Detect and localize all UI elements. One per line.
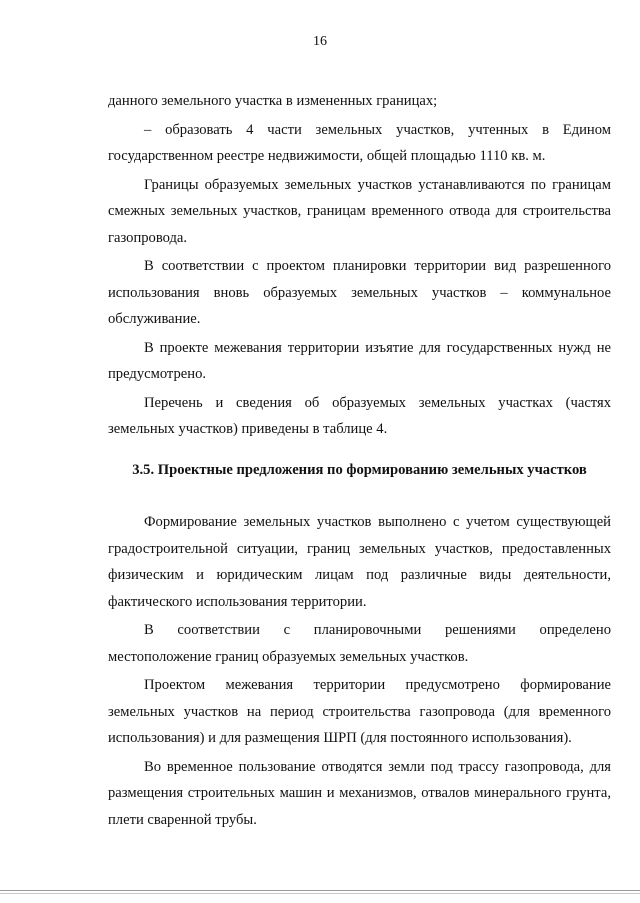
paragraph: В соответствии с планировочными решениями определено местоположение границ образуемых земельных участков. xyxy=(108,622,611,665)
page-number: 16 xyxy=(313,34,327,49)
document-body xyxy=(108,88,611,833)
scan-edge-line xyxy=(0,890,640,891)
paragraph: Во временное пользование отводятся земли под трассу газопровода, для размещения строительных машин и механизмов, отвалов минерального грунта, плети сваренной трубы. xyxy=(108,758,611,828)
scan-edge-line xyxy=(0,893,640,894)
section-heading: 3.5. Проектные предложения по формированию земельных участков xyxy=(132,461,587,478)
paragraph: данного земельного участка в измененных границах; xyxy=(108,93,438,109)
paragraph: В проекте межевания территории изъятие для государственных нужд не предусмотрено. xyxy=(108,339,611,382)
paragraph: В соответствии с проектом планировки территории вид разрешенного использования вновь образуемых земельных участков – коммунальное обслуживание. xyxy=(108,258,611,327)
paragraph: Проектом межевания территории предусмотрено формирование земельных участков на период строительства газопровода (для временного использования) и для размещения ШРП (для постоянного использования). xyxy=(108,677,611,746)
paragraph: Формирование земельных участков выполнено с учетом существующей градостроительной ситуации, границ земельных участков, предоставленных физическим и юридическим лицам под различные виды деятельности, фактического использования территории. xyxy=(108,514,611,610)
paragraph: – образовать 4 части земельных участков, учтенных в Едином государственном реестре недвижимости, общей площадью 1110 кв. м. xyxy=(108,121,611,164)
paragraph: Перечень и сведения об образуемых земельных участках (частях земельных участков) приведены в таблице 4. xyxy=(108,394,611,437)
paragraph: Границы образуемых земельных участков устанавливаются по границам смежных земельных участков, границам временного отвода для строительства газопровода. xyxy=(108,176,611,246)
